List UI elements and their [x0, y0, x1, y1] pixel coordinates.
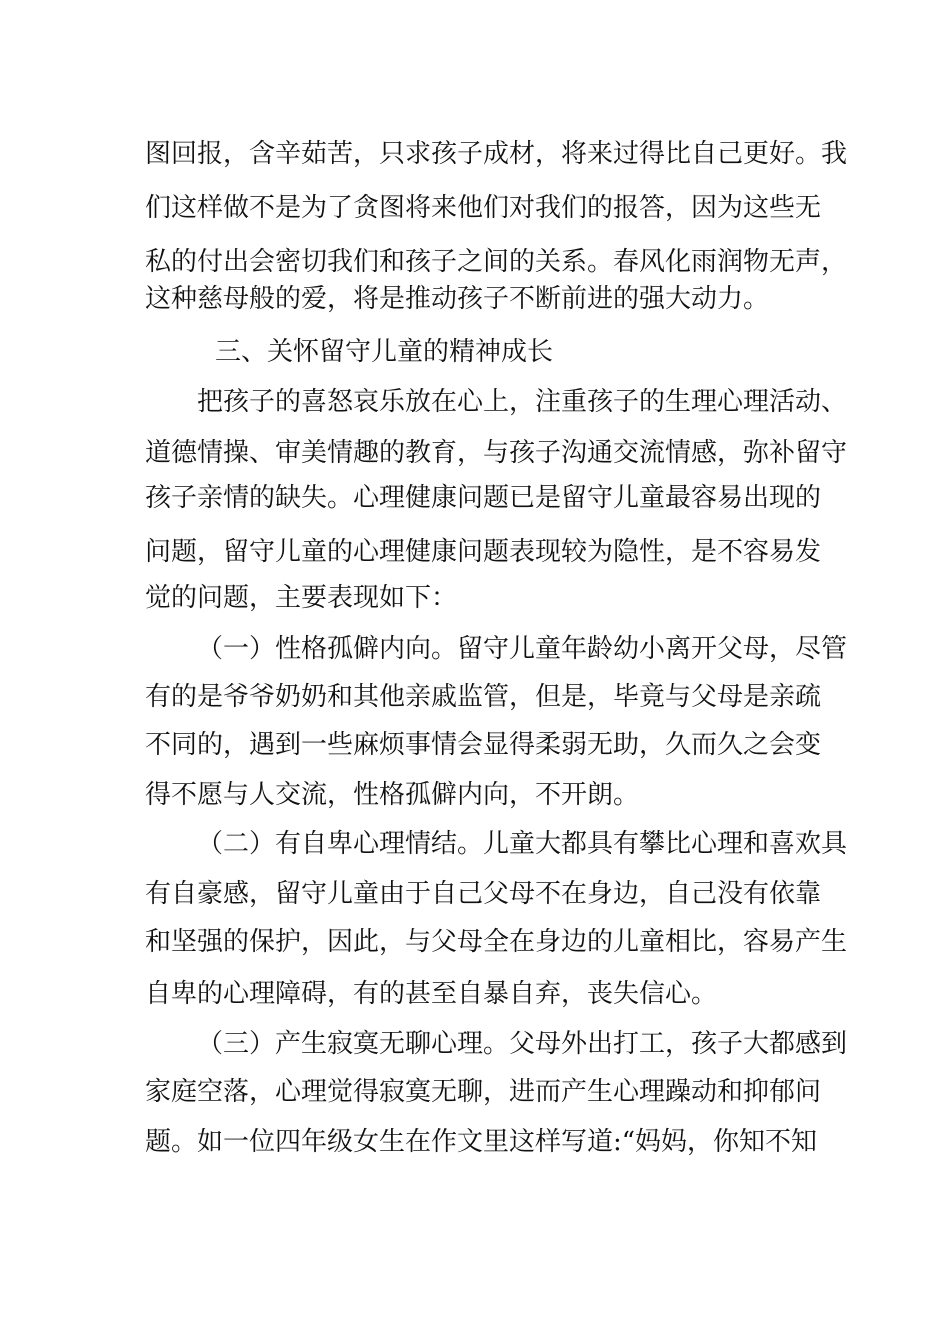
text-line: （一）性格孤僻内向。留守儿童年龄幼小离开父母，尽管 — [197, 634, 848, 664]
text-line: 问题，留守儿童的心理健康问题表现较为隐性，是不容易发 — [145, 537, 822, 567]
text-line: 题。如一位四年级女生在作文里这样写道:“妈妈，你知不知 — [145, 1127, 818, 1157]
text-line: （三）产生寂寞无聊心理。父母外出打工，孩子大都感到 — [197, 1029, 848, 1059]
text-line: 和坚强的保护，因此，与父母全在身边的儿童相比，容易产生 — [145, 927, 848, 957]
text-line: 不同的，遇到一些麻烦事情会显得柔弱无助，久而久之会变 — [145, 730, 822, 760]
text-line: 孩子亲情的缺失。心理健康问题已是留守儿童最容易出现的 — [145, 483, 822, 513]
text-line: 觉的问题，主要表现如下： — [145, 583, 458, 613]
text-line: （二）有自卑心理情结。儿童大都具有攀比心理和喜欢具 — [197, 829, 848, 859]
text-line: 家庭空落，心理觉得寂寞无聊，进而产生心理躁动和抑郁问 — [145, 1077, 822, 1107]
text-line: 得不愿与人交流，性格孤僻内向，不开朗。 — [145, 780, 640, 810]
text-line: 自卑的心理障碍，有的甚至自暴自弃，丧失信心。 — [145, 979, 718, 1009]
text-line: 私的付出会密切我们和孩子之间的关系。春风化雨润物无声， — [145, 247, 848, 277]
section-heading: 三、关怀留守儿童的精神成长 — [215, 337, 554, 367]
text-line: 们这样做不是为了贪图将来他们对我们的报答，因为这些无 — [145, 193, 822, 223]
text-line: 这种慈母般的爱，将是推动孩子不断前进的强大动力。 — [145, 284, 770, 314]
text-line: 有的是爷爷奶奶和其他亲戚监管，但是，毕竟与父母是亲疏 — [145, 682, 822, 712]
text-line: 道德情操、审美情趣的教育，与孩子沟通交流情感，弥补留守 — [145, 438, 848, 468]
text-line: 有自豪感，留守儿童由于自己父母不在身边，自己没有依靠 — [145, 879, 822, 909]
text-line: 把孩子的喜怒哀乐放在心上，注重孩子的生理心理活动、 — [197, 387, 848, 417]
text-line: 图回报，含辛茹苦，只求孩子成材，将来过得比自己更好。我 — [145, 139, 848, 169]
